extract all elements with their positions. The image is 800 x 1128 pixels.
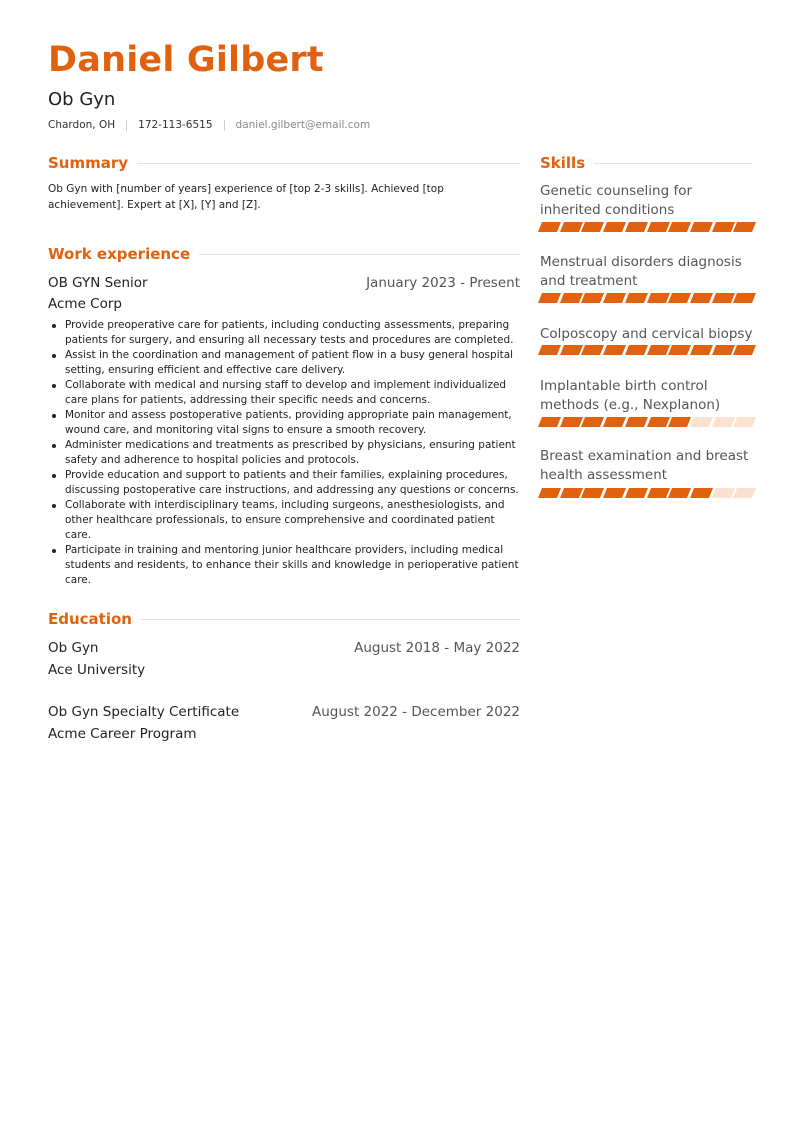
- skill-segment-filled: [668, 293, 691, 303]
- skills-section-header: [540, 154, 752, 172]
- skill-segment-empty: [733, 488, 756, 498]
- education-dates: August 2018 - May 2022: [354, 640, 520, 656]
- section-title: Skills: [540, 154, 586, 172]
- list-item: Collaborate with interdisciplinary teams, including surgeons, anesthesiologists, and other healthcare professionals, to ensure comprehensive and coordinated patient care.: [48, 498, 520, 543]
- skill-level-bar: [540, 345, 754, 355]
- job-bullets: [48, 318, 520, 588]
- degree: Ob Gyn: [48, 640, 99, 656]
- divider: [594, 163, 752, 164]
- skill-segment-filled: [538, 345, 561, 355]
- skill-segment-filled: [625, 488, 648, 498]
- skill-name: Breast examination and breast health assessment: [540, 448, 749, 483]
- education-dates: August 2022 - December 2022: [312, 704, 520, 720]
- list-item: Provide preoperative care for patients, including conducting assessments, preparing patients for surgery, and ensuring all necessary tests and procedures are completed.: [48, 318, 520, 348]
- education-item-header: [48, 640, 520, 656]
- skill-segment-filled: [560, 293, 583, 303]
- skill-segment-filled: [560, 488, 583, 498]
- skill-segment-filled: [581, 417, 604, 427]
- job-title: OB GYN Senior: [48, 275, 148, 291]
- list-item: Participate in training and mentoring junior healthcare providers, including medical students and residents, to enhance their skills and knowledge in perioperative patient care.: [48, 543, 520, 588]
- contact-info: [48, 119, 370, 131]
- skill-segment-filled: [668, 345, 691, 355]
- skill-segment-filled: [733, 222, 756, 232]
- skill-segment-filled: [690, 488, 713, 498]
- work-section-header: [48, 245, 520, 263]
- summary-text: Ob Gyn with [number of years] experience of [top 2-3 skills]. Achieved [top achievement]. Expert at [X], [Y] and [Z].: [48, 183, 444, 211]
- skill-segment-filled: [603, 293, 626, 303]
- phone: 172-113-6515: [138, 119, 213, 131]
- candidate-title: Ob Gyn: [48, 89, 116, 110]
- skill-level-bar: [540, 488, 754, 498]
- list-item: Collaborate with medical and nursing staff to develop and implement individualized care plans for patients, addressing their specific needs and concerns.: [48, 378, 520, 408]
- skill-level-bar: [540, 417, 754, 427]
- skill-segment-filled: [646, 488, 669, 498]
- section-title: Summary: [48, 154, 129, 172]
- divider: [141, 619, 520, 620]
- skill-segment-filled: [538, 488, 561, 498]
- skill-segment-filled: [603, 488, 626, 498]
- skill-name: Implantable birth control methods (e.g., Nexplanon): [540, 378, 721, 413]
- skill-segment-filled: [690, 293, 713, 303]
- skill-segment-filled: [560, 345, 583, 355]
- skill-segment-filled: [646, 222, 669, 232]
- skill-segment-filled: [560, 222, 583, 232]
- job-dates: January 2023 - Present: [366, 275, 520, 291]
- divider: [126, 120, 127, 131]
- skill-segment-filled: [538, 222, 561, 232]
- skill-segment-filled: [646, 293, 669, 303]
- skill-segment-filled: [625, 345, 648, 355]
- skill-segment-filled: [668, 488, 691, 498]
- skill-segment-filled: [603, 222, 626, 232]
- skill-segment-filled: [603, 345, 626, 355]
- list-item: Monitor and assess postoperative patients, providing appropriate pain management, wound care, and monitoring vital signs to ensure a smooth recovery.: [48, 408, 520, 438]
- skill-level-bar: [540, 293, 754, 303]
- candidate-name: Daniel Gilbert: [48, 40, 324, 80]
- skill-segment-filled: [538, 293, 561, 303]
- email-link[interactable]: daniel.gilbert@email.com: [235, 119, 371, 131]
- skill-segment-filled: [581, 222, 604, 232]
- skill-segment-filled: [581, 293, 604, 303]
- skill-segment-filled: [690, 345, 713, 355]
- skill-segment-filled: [733, 293, 756, 303]
- skill-segment-filled: [712, 293, 735, 303]
- skill-segment-filled: [733, 345, 756, 355]
- degree: Ob Gyn Specialty Certificate: [48, 704, 240, 720]
- divider: [137, 163, 520, 164]
- skill-segment-filled: [538, 417, 561, 427]
- skill-segment-filled: [690, 222, 713, 232]
- list-item: Administer medications and treatments as prescribed by physicians, ensuring patient safety and adherence to hospital policies and protocols.: [48, 438, 520, 468]
- skill-segment-empty: [712, 488, 735, 498]
- skill-segment-empty: [690, 417, 713, 427]
- skill-segment-filled: [581, 488, 604, 498]
- skill-segment-filled: [560, 417, 583, 427]
- skill-segment-filled: [668, 222, 691, 232]
- list-item: Assist in the coordination and management of patient flow in a busy general hospital setting, ensuring efficient and effective care delivery.: [48, 348, 520, 378]
- skill-segment-filled: [712, 345, 735, 355]
- skill-segment-filled: [646, 345, 669, 355]
- skill-segment-filled: [646, 417, 669, 427]
- list-item: Provide education and support to patients and their families, explaining procedures, discussing postoperative care instructions, and addressing any questions or concerns.: [48, 468, 520, 498]
- section-title: Education: [48, 610, 132, 628]
- divider: [224, 120, 225, 131]
- job-company: Acme Corp: [48, 296, 122, 312]
- skill-segment-filled: [625, 222, 648, 232]
- divider: [199, 254, 520, 255]
- skill-segment-filled: [668, 417, 691, 427]
- skill-segment-filled: [603, 417, 626, 427]
- education-section-header: [48, 610, 520, 628]
- job-header: [48, 275, 520, 291]
- skill-segment-filled: [625, 417, 648, 427]
- section-title: Work experience: [48, 245, 191, 263]
- skill-name: Colposcopy and cervical biopsy: [540, 326, 753, 342]
- skill-segment-empty: [712, 417, 735, 427]
- skill-level-bar: [540, 222, 754, 232]
- skill-segment-empty: [733, 417, 756, 427]
- skill-name: Menstrual disorders diagnosis and treatment: [540, 254, 742, 289]
- school: Ace University: [48, 662, 146, 678]
- location: Chardon, OH: [48, 119, 116, 131]
- skill-segment-filled: [581, 345, 604, 355]
- skill-name: Genetic counseling for inherited conditions: [540, 183, 693, 218]
- skill-segment-filled: [712, 222, 735, 232]
- skill-segment-filled: [625, 293, 648, 303]
- school: Acme Career Program: [48, 726, 197, 742]
- education-item-header: [48, 704, 520, 720]
- summary-section-header: [48, 154, 520, 172]
